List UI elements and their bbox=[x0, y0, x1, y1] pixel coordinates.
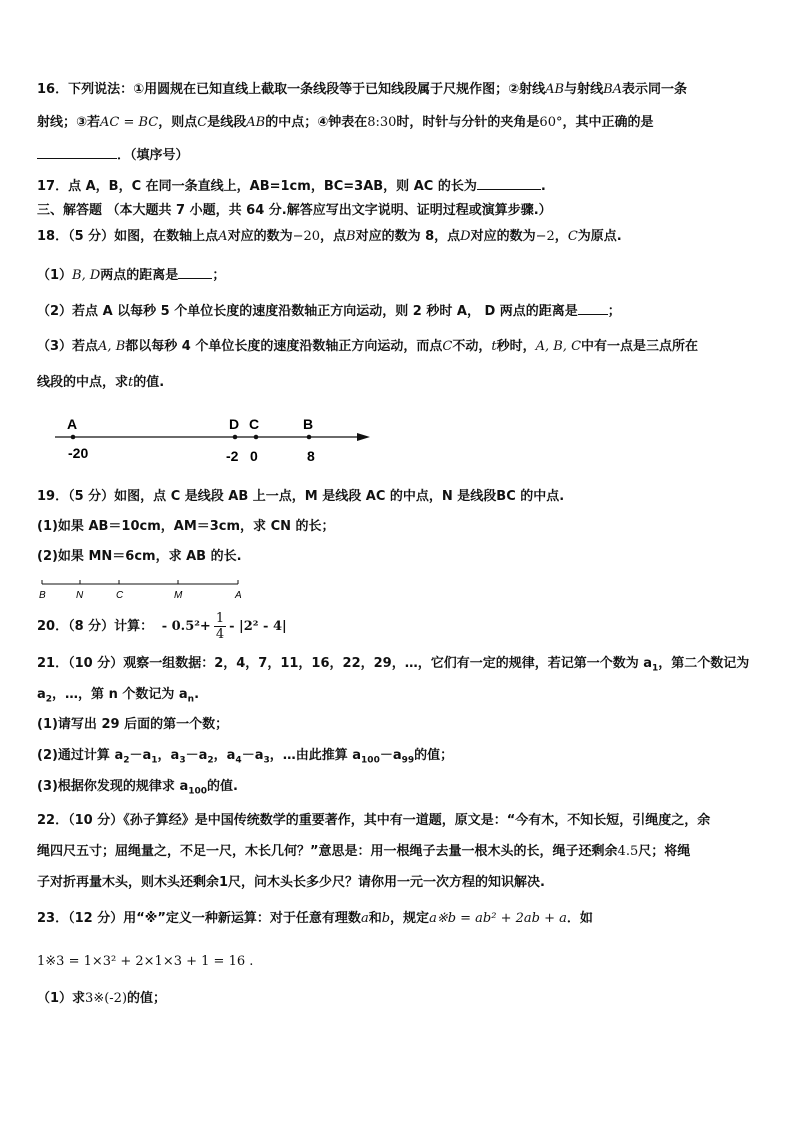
q18-text: 的值. bbox=[133, 375, 165, 390]
q23-definition: a※b = ab² + 2ab + a bbox=[429, 911, 567, 926]
q18-var: −2 bbox=[535, 229, 555, 244]
q21-text: －a bbox=[241, 748, 264, 763]
q23-var: a bbox=[360, 911, 369, 926]
fraction-numerator: 1 bbox=[215, 611, 225, 626]
q18-text: 对应的数为 bbox=[470, 229, 536, 244]
axis-arrow-icon bbox=[357, 433, 370, 441]
q16-text: ，其中正确的是 bbox=[562, 115, 654, 130]
q19-text: 19．（5 分）如图，点 C 是线段 AB 上一点，M 是线段 AC 的中点，N 是线段BC 的中点. bbox=[37, 489, 565, 504]
seg-label-C: C bbox=[116, 590, 124, 601]
q18-var: A, B bbox=[98, 339, 126, 354]
q22-text: 22．（10 分）《孙子算经》是中国传统数学的重要著作，其中有一道题，原文是：“今有木，不知长短，引绳度之，余 bbox=[37, 813, 711, 828]
q18-stem bbox=[37, 228, 622, 246]
label-D: D bbox=[229, 416, 240, 432]
q16-var: AC = BC bbox=[100, 115, 159, 130]
q18-text: 不动， bbox=[452, 339, 492, 354]
q18-var: C bbox=[442, 339, 453, 354]
q18-text: （1） bbox=[37, 268, 73, 283]
q18-text: 线段的中点，求 bbox=[37, 375, 129, 390]
q16-text: 表示同一条 bbox=[622, 82, 688, 97]
q20-text: 20．（8 分）计算： bbox=[37, 619, 154, 634]
q23-part1 bbox=[37, 990, 166, 1008]
q18-text: 中有一点是三点所在 bbox=[581, 339, 699, 354]
q20-expr: - 0.5²+ bbox=[161, 619, 211, 634]
q16-line2 bbox=[37, 114, 653, 132]
q18-text: 对应的数为 bbox=[227, 229, 293, 244]
q18-text: 为原点. bbox=[577, 229, 622, 244]
q16-line1 bbox=[37, 81, 687, 99]
q21-text: －a bbox=[129, 748, 152, 763]
q16-var: AB bbox=[246, 115, 266, 130]
q16-var: 60° bbox=[539, 115, 563, 130]
q18-text: ； bbox=[212, 268, 226, 283]
number-line-figure bbox=[50, 410, 380, 470]
q17-answer-blank[interactable] bbox=[477, 177, 541, 190]
value-B: 8 bbox=[307, 448, 315, 464]
q18-text: 两点的距离是 bbox=[100, 268, 179, 283]
value-C: 0 bbox=[250, 448, 258, 464]
q18-text: 都以每秒 4 个单位长度的速度沿数轴正方向运动，而点 bbox=[125, 339, 443, 354]
label-A: A bbox=[67, 416, 78, 432]
q18-text: ，点 bbox=[320, 229, 347, 244]
q18-text: （2）若点 A 以每秒 5 个单位长度的速度沿数轴正方向运动，则 2 秒时 A， D 两点的距离是 bbox=[37, 304, 578, 319]
point-C bbox=[254, 435, 259, 440]
q18-p1-blank[interactable] bbox=[178, 266, 212, 279]
q21-stem2: $a_2$，…，第 n 个数记为 $a_n$. bbox=[37, 687, 200, 705]
q23-text: ，规定 bbox=[390, 911, 430, 926]
q21-text: ，第二个数记为 bbox=[658, 656, 750, 671]
q16-text: 与射线 bbox=[564, 82, 604, 97]
q21-text: a bbox=[37, 687, 46, 702]
q21-text: －a bbox=[379, 748, 402, 763]
q18-var: A bbox=[218, 229, 228, 244]
q16-text: ，则点 bbox=[158, 115, 198, 130]
q21-text: 的值. bbox=[207, 779, 238, 794]
q23-text: ．如 bbox=[566, 911, 593, 926]
q18-var: B, D bbox=[72, 268, 101, 283]
q21-text: 21．（10 分）观察一组数据：2，4，7，11，16，22，29，…，它们有一定的规律，若记第一个数为 a bbox=[37, 656, 653, 671]
label-B: B bbox=[303, 416, 314, 432]
q19-text: (1)如果 AB＝10cm，AM＝3cm，求 CN 的长； bbox=[37, 519, 335, 534]
q18-part3 bbox=[37, 338, 698, 356]
q21-text: －a bbox=[185, 748, 208, 763]
label-C: C bbox=[249, 416, 260, 432]
q18-var: A, B, C bbox=[535, 339, 582, 354]
q22-line3 bbox=[37, 874, 545, 892]
q20 bbox=[37, 610, 287, 644]
seg-label-A: A bbox=[235, 590, 242, 601]
q21-text: . bbox=[194, 687, 200, 702]
q22-text: 子对折再量木头，则木头还剩余1尺，问木头长多少尺？请你用一元一次方程的知识解决. bbox=[37, 875, 545, 890]
q18-var: B bbox=[346, 229, 356, 244]
q16-text: 时，时针与分针的夹角是 bbox=[396, 115, 540, 130]
q23-text: 23．（12 分）用“※”定义一种新运算：对于任意有理数 bbox=[37, 911, 361, 926]
q19-text: (2)如果 MN＝6cm，求 AB 的长. bbox=[37, 549, 242, 564]
q22-line1 bbox=[37, 812, 710, 830]
q16-text: ．（填序号） bbox=[117, 148, 189, 163]
q18-text: ； bbox=[607, 304, 621, 319]
seg-label-M: M bbox=[174, 590, 183, 601]
q18-var: t bbox=[128, 375, 134, 390]
q23-text: 的值； bbox=[127, 991, 167, 1006]
q21-part3: (3)根据你发现的规律求 $a_{100}$的值. bbox=[37, 779, 238, 797]
q17-text: 17．点 A，B，C 在同一条直线上，AB=1cm，BC=3AB，则 AC 的长为 bbox=[37, 179, 477, 194]
q18-text: ， bbox=[554, 229, 568, 244]
q19-stem bbox=[37, 488, 564, 506]
q18-var: t bbox=[491, 339, 497, 354]
value-A: -20 bbox=[68, 445, 89, 461]
q19-part1 bbox=[37, 518, 335, 536]
section-heading bbox=[37, 202, 552, 220]
q16-var: C bbox=[197, 115, 208, 130]
point-A bbox=[71, 435, 76, 440]
q18-text: 秒时， bbox=[496, 339, 536, 354]
q16-var: 8:30 bbox=[367, 115, 397, 130]
q22-var: 4.5 bbox=[617, 844, 639, 859]
q22-text: 绳四尺五寸；屈绳量之，不足一尺，木长几何？”意思是：用一根绳子去量一根木头的长，绳子还剩余 bbox=[37, 844, 618, 859]
q18-text: （3）若点 bbox=[37, 339, 99, 354]
q18-text: 对应的数为 8，点 bbox=[355, 229, 461, 244]
q21-stem1: 21．（10 分）观察一组数据：2，4，7，11，16，22，29，…，它们有一定的规律，若记第一个数为 $a_1$，第二个数记为 bbox=[37, 656, 750, 674]
q18-part2 bbox=[37, 302, 621, 321]
q16-text: 16．下列说法：①用圆规在已知直线上截取一条线段等于已知线段属于尺规作图；②射线 bbox=[37, 82, 546, 97]
q23-example-expr: 1※3 = 1×3² + 2×1×3 + 1 = 16 . bbox=[37, 954, 254, 969]
q21-text: (3)根据你发现的规律求 a bbox=[37, 779, 189, 794]
q16-answer-blank[interactable] bbox=[37, 146, 117, 159]
q22-text: 尺；将绳 bbox=[638, 844, 691, 859]
q23-var: 3※(-2) bbox=[85, 991, 128, 1006]
segment-figure bbox=[34, 576, 249, 602]
point-B bbox=[307, 435, 312, 440]
point-D bbox=[233, 435, 238, 440]
q23-line1 bbox=[37, 910, 593, 928]
q18-part3-line2 bbox=[37, 374, 164, 392]
q22-line2 bbox=[37, 843, 690, 861]
q20-fraction bbox=[214, 611, 226, 642]
q16-text: 射线；③若 bbox=[37, 115, 101, 130]
q18-p2-blank[interactable] bbox=[578, 302, 608, 315]
q23-text: 和 bbox=[368, 911, 382, 926]
q17: 17．点 A，B，C 在同一条直线上，AB=1cm，BC=3AB，则 AC 的长为 . bbox=[37, 179, 546, 194]
q16-line3 bbox=[37, 146, 189, 165]
q18-var: D bbox=[460, 229, 471, 244]
q18-var: C bbox=[567, 229, 578, 244]
q21-text: ，…由此推算 a bbox=[269, 748, 362, 763]
fraction-denominator: 4 bbox=[215, 627, 225, 642]
q16-text: 是线段 bbox=[207, 115, 247, 130]
q21-part2: (2)通过计算 $a_2-a_1$，$a_3-a_2$，$a_4-a_3$，…由此推算 $a_{100}-a_{99}$的值； bbox=[37, 748, 454, 766]
q21-text: (1)请写出 29 后面的第一个数； bbox=[37, 717, 229, 732]
q16-var: AB bbox=[545, 82, 565, 97]
q21-text: ，…，第 n 个数记为 a bbox=[52, 687, 188, 702]
q23-text: （1）求 bbox=[37, 991, 86, 1006]
q23-example bbox=[37, 953, 253, 971]
q21-text: 的值； bbox=[414, 748, 454, 763]
q19-part2 bbox=[37, 548, 242, 566]
value-D: -2 bbox=[226, 448, 239, 464]
q21-text: ，a bbox=[157, 748, 180, 763]
q21-text: (2)通过计算 a bbox=[37, 748, 124, 763]
q18-part1 bbox=[37, 266, 225, 285]
q23-var: b bbox=[381, 911, 391, 926]
q21-part1 bbox=[37, 716, 228, 734]
q21-text: ，a bbox=[213, 748, 236, 763]
q20-expr: - |2² - 4| bbox=[229, 619, 287, 634]
q16-var: BA bbox=[603, 82, 623, 97]
q18-text: 18．（5 分）如图，在数轴上点 bbox=[37, 229, 219, 244]
section-heading-text: 三、解答题 （本大题共 7 小题，共 64 分.解答应写出文字说明、证明过程或演算步骤.） bbox=[37, 203, 552, 218]
seg-label-B: B bbox=[39, 590, 46, 601]
seg-label-N: N bbox=[76, 590, 84, 601]
q18-var: −20 bbox=[292, 229, 321, 244]
q16-text: 的中点；④钟表在 bbox=[265, 115, 368, 130]
